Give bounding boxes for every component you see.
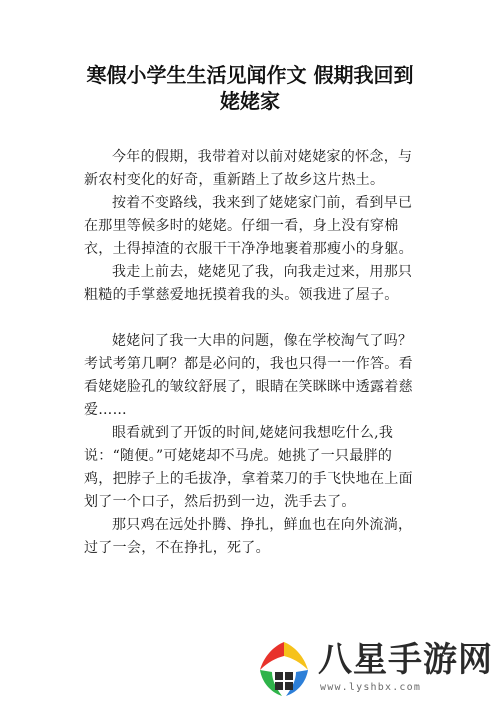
article-title-line-1: 寒假小学生生活见闻作文 假期我回到 (86, 63, 414, 87)
article-body (84, 146, 420, 560)
paragraph-3: 我走上前去，姥姥见了我，向我走过来，用那只粗糙的手掌慈爱地抚摸着我的头。领我进了屋子。 (84, 264, 413, 303)
paragraph-5: 眼看就到了开饭的时间,姥姥问我想吃什么,我说：“随便。”可姥姥却不马虎。她挑了一只最胖的鸡，把脖子上的毛拔净，拿着菜刀的手飞快地在上面划了一个口子，然后扔到一边，洗手去了。 (84, 425, 413, 510)
article-title-line-2: 姥姥家 (220, 89, 280, 113)
paragraph-4: 姥姥问了我一大串的问题，像在学校淘气了吗？考试考第几啊？都是必问的，我也只得一一作答。看看姥姥脸孔的皱纹舒展了，眼睛在笑眯眯中透露着慈爱…… (84, 333, 413, 418)
brand-logo-icon (252, 636, 316, 700)
watermark-brand-text: 八星手游网 (318, 640, 493, 680)
watermark-url: www.lyshbx.com (320, 682, 422, 693)
paragraph-6: 那只鸡在远处扑腾、挣扎，鲜血也在向外流淌，过了一会，不在挣扎，死了。 (84, 517, 413, 556)
site-watermark (252, 636, 492, 700)
paragraph-1: 今年的假期，我带着对以前对姥姥家的怀念，与新农村变化的好奇，重新踏上了故乡这片热土。 (84, 149, 413, 188)
article-title (60, 62, 440, 114)
paragraph-2: 按着不变路线，我来到了姥姥家门前，看到早已在那里等候多时的姥姥。仔细一看，身上没有穿棉衣，土得掉渣的衣服干干净净地裹着那瘦小的身躯。 (84, 195, 413, 257)
